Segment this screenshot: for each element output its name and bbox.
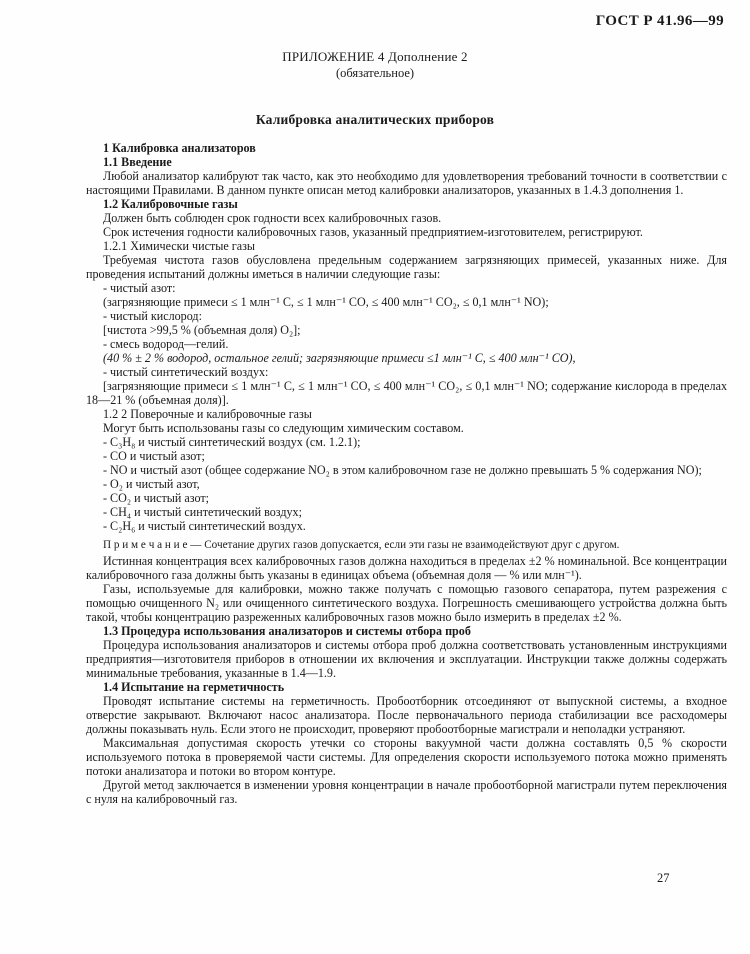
note: П р и м е ч а н и е — Сочетание других газов допускается, если эти газы не взаимодействуют друг с другом. [103,539,620,551]
paragraph-italic: (40 % ± 2 % водород, остальное гелий; загрязняющие примеси ≤1 млн⁻¹ C, ≤ 400 млн⁻¹ CO), [103,351,576,365]
paragraph: - NO и чистый азот (общее содержание NO₂ в этом калибровочном газе не должно превышать 5 % содержания NO); [103,463,702,477]
paragraph: - смесь водород—гелий. [103,337,229,351]
paragraph: - чистый синтетический воздух: [103,365,269,379]
appendix-note: (обязательное) [335,66,415,80]
paragraph: - CH₄ и чистый синтетический воздух; [103,505,302,519]
paragraph: - C₃H₈ и чистый синтетический воздух (см. 1.2.1); [103,435,361,449]
paragraph: [чистота >99,5 % (объемная доля) O₂]; [103,323,301,337]
paragraph: Должен быть соблюден срок годности всех калибровочных газов. [103,211,442,225]
standard-code: ГОСТ Р 41.96—99 [595,13,724,29]
paragraph: [загрязняющие примеси ≤ 1 млн⁻¹ C, ≤ 1 млн⁻¹ CO, ≤ 400 млн⁻¹ CO₂, ≤ 0,1 млн⁻¹ NO; содержание кислорода в пределах 18—21 % (объемная доля)]. [86,379,727,407]
section-heading: 1.3 Процедура использования анализаторов и системы отбора проб [103,624,471,638]
paragraph: - CO и чистый азот; [103,449,205,463]
paragraph: Любой анализатор калибруют так часто, как это необходимо для удовлетворения требований точности в соответствии с настоящими Правилами. В данном пункте описан метод калибровки анализаторов, указанных в 1.4.3 дополнения 1. [86,169,727,197]
section-heading: 1.1 Введение [103,155,172,169]
paragraph: - C₂H₆ и чистый синтетический воздух. [103,519,306,533]
document-title: Калибровка аналитических приборов [255,112,495,127]
paragraph: Могут быть использованы газы со следующим химическим составом. [103,421,464,435]
section-heading: 1.4 Испытание на герметичность [103,680,285,694]
section-heading: 1.2 Калибровочные газы [103,197,238,211]
appendix-heading: ПРИЛОЖЕНИЕ 4 Дополнение 2 [282,49,468,64]
subsection-heading: 1.2 2 Поверочные и калибровочные газы [103,407,312,421]
paragraph: Другой метод заключается в изменении уровня концентрации в начале пробоотборной магистрали путем переключения с нуля на калибровочный газ. [86,778,727,806]
paragraph: Газы, используемые для калибровки, можно также получать с помощью газового сепаратора, путем разрежения с помощью очищенного N₂ или очищенного синтетического воздуха. Погрешность смешивающего устройства должна быть такой, чтобы концентрацию разреженных калибровочных газов можно было измерить в пределах ±2 %. [86,582,727,624]
paragraph: Процедура использования анализаторов и системы отбора проб должна соответствовать установленным инструкциями предприятия—изготовителя приборов в отношении их включения и эксплуатации. Инструкции также должны содержать минимальные требования, указанные в 1.4—1.9. [86,638,727,680]
paragraph: Срок истечения годности калибровочных газов, указанный предприятием-изготовителем, регистрируют. [103,225,643,239]
paragraph: (загрязняющие примеси ≤ 1 млн⁻¹ C, ≤ 1 млн⁻¹ CO, ≤ 400 млн⁻¹ CO₂, ≤ 0,1 млн⁻¹ NO); [103,295,549,309]
paragraph: Истинная концентрация всех калибровочных газов должна находиться в пределах ±2 % номинальной. Все концентрации калибровочного газа должны быть указаны в единицах объема (объемная доля — % или млн⁻¹). [86,554,727,582]
section-heading: 1 Калибровка анализаторов [103,141,256,155]
page-number: 27 [657,871,670,885]
paragraph: Проводят испытание системы на герметичность. Пробоотборник отсоединяют от выпускной системы, а входное отверстие закрывают. Включают насос анализатора. После первоначального периода стабилизации все расходомеры должны показывать нуль. Если этого не происходит, проверяют пробоотборные магистрали и неполадки устраняют. [86,694,727,736]
paragraph: Требуемая чистота газов обусловлена предельным содержанием загрязняющих примесей, указанных ниже. Для проведения испытаний должны иметься в наличии следующие газы: [86,253,727,281]
paragraph: - чистый кислород: [103,309,202,323]
paragraph: - O₂ и чистый азот, [103,477,200,491]
paragraph: - CO₂ и чистый азот; [103,491,210,505]
paragraph: - чистый азот: [103,281,176,295]
subsection-heading: 1.2.1 Химически чистые газы [103,239,255,253]
document-body [86,141,727,806]
paragraph: Максимальная допустимая скорость утечки со стороны вакуумной части должна составлять 0,5 % скорости используемого потока в проверяемой части системы. Для определения скорости используемого потока можно применять потоки анализатора и потоки во втором контуре. [86,736,727,778]
